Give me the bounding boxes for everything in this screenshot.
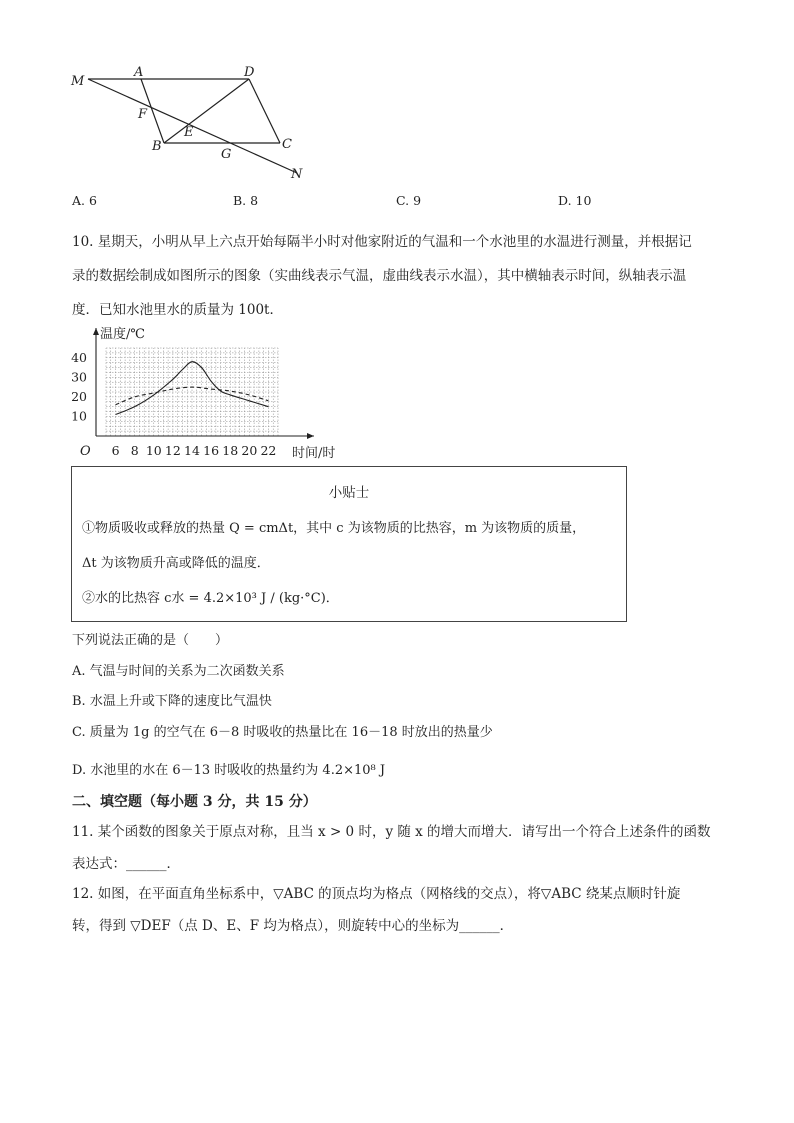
segment-b-d bbox=[164, 79, 249, 143]
q10-option-d: D. 水池里的水在 6－13 时吸收的热量约为 4.2×10⁸ J bbox=[72, 763, 386, 778]
q9-option-d: D. 10 bbox=[558, 193, 592, 208]
point-label-f: F bbox=[138, 107, 148, 122]
x-tick-label: 10 bbox=[145, 443, 162, 458]
q12-text bbox=[72, 878, 722, 942]
q10-option-a: A. 气温与时间的关系为二次函数关系 bbox=[72, 664, 285, 679]
x-tick-label: 22 bbox=[260, 443, 277, 458]
tips-line-2: Δt 为该物质升高或降低的温度． bbox=[82, 556, 270, 571]
temperature-chart bbox=[70, 320, 336, 461]
x-tick-label: 16 bbox=[203, 443, 220, 458]
point-label-e: E bbox=[184, 125, 194, 140]
y-axis-arrow bbox=[93, 328, 99, 335]
geometry-figure bbox=[60, 60, 320, 185]
q10-option-c: C. 质量为 1g 的空气在 6－8 时吸收的热量比在 16－18 时放出的热量少 bbox=[72, 725, 493, 740]
q12-line-1: 12. 如图，在平面直角坐标系中，▽ABC 的顶点均为格点（网格线的交点），将▽ABC 绕某点顺时针旋 bbox=[72, 886, 681, 902]
point-label-b: B bbox=[152, 139, 162, 154]
x-axis-arrow bbox=[307, 433, 314, 439]
q9-option-b: B. 8 bbox=[233, 193, 259, 208]
q11-text bbox=[72, 816, 722, 880]
x-tick-label: 8 bbox=[130, 443, 139, 458]
point-label-a: A bbox=[134, 65, 144, 80]
chart-x-axis-label: 时间/时 bbox=[292, 446, 336, 461]
x-tick-label: 14 bbox=[184, 443, 200, 458]
q9-option-a: A. 6 bbox=[72, 193, 97, 208]
chart-axes bbox=[93, 328, 314, 439]
q10-option-b: B. 水温上升或下降的速度比气温快 bbox=[72, 694, 272, 709]
tips-title: 小贴士 bbox=[328, 485, 370, 501]
q10-line-2: 录的数据绘制成如图所示的图象（实曲线表示气温，虚曲线表示水温），其中横轴表示时间，纵轴表示温 bbox=[72, 268, 687, 284]
chart-tick-labels bbox=[71, 350, 276, 458]
q11-line-2: 表达式：______． bbox=[72, 856, 180, 872]
tips-line-3: ②水的比热容 c水 = 4.2×10³ J / (kg·°C)． bbox=[82, 591, 339, 606]
point-label-g: G bbox=[221, 147, 232, 162]
q11-line-1: 11. 某个函数的图象关于原点对称，且当 x > 0 时，y 随 x 的增大而增大．请写出一个符合上述条件的函数 bbox=[72, 824, 711, 840]
chart-y-axis-label: 温度/℃ bbox=[100, 327, 145, 342]
tips-line-1: ①物质吸收或释放的热量 Q = cmΔt，其中 c 为该物质的比热容，m 为该物质的质量， bbox=[82, 521, 586, 536]
x-tick-label: 20 bbox=[241, 443, 258, 458]
chart-origin-label: O bbox=[80, 444, 91, 459]
q9-option-c: C. 9 bbox=[396, 193, 422, 208]
y-tick-label: 40 bbox=[71, 349, 87, 365]
q12-line-2: 转，得到 ▽DEF（点 D、E、F 均为格点），则旋转中心的坐标为______． bbox=[72, 918, 514, 934]
x-tick-label: 6 bbox=[111, 443, 120, 458]
section-2-title: 二、填空题（每小题 3 分，共 15 分） bbox=[72, 794, 317, 810]
tips-box bbox=[71, 466, 627, 622]
point-label-n: N bbox=[291, 167, 303, 182]
q10-line-3: 度．已知水池里水的质量为 100t． bbox=[72, 302, 283, 318]
y-tick-label: 30 bbox=[71, 369, 87, 385]
point-label-d: D bbox=[244, 65, 255, 80]
x-tick-label: 18 bbox=[222, 443, 239, 458]
q10-text bbox=[72, 225, 722, 327]
q10-prompt: 下列说法正确的是（ ） bbox=[72, 633, 229, 648]
x-tick-label: 12 bbox=[164, 443, 181, 458]
point-label-c: C bbox=[282, 137, 292, 152]
q10-line-1: 10. 星期天，小明从早上六点开始每隔半小时对他家附近的气温和一个水池里的水温进行测量，并根据记 bbox=[72, 234, 692, 250]
y-tick-label: 10 bbox=[71, 408, 87, 424]
y-tick-label: 20 bbox=[71, 388, 87, 404]
point-label-m: M bbox=[71, 74, 85, 89]
segment-d-c bbox=[249, 79, 280, 143]
